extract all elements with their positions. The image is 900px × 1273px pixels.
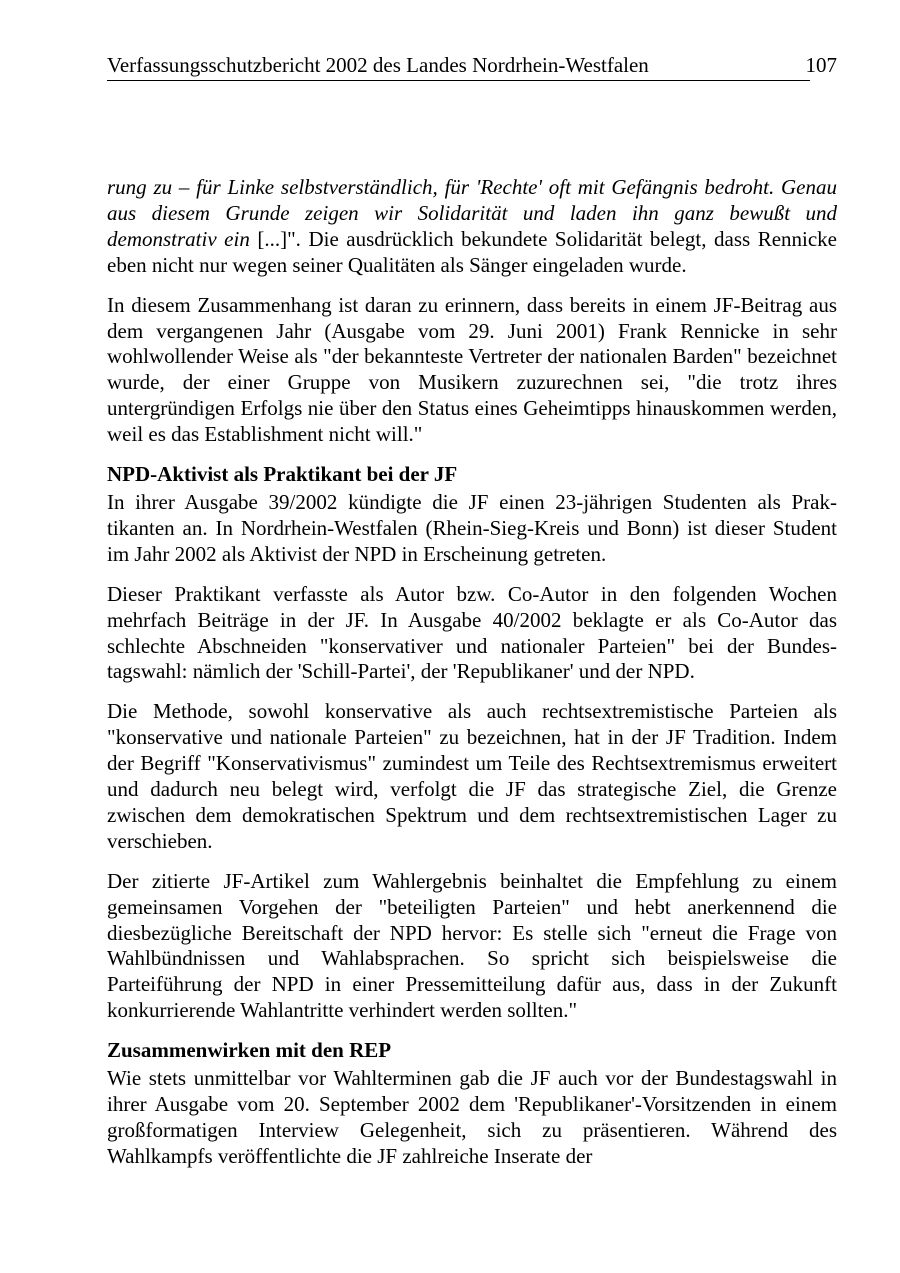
paragraph-1-quote: rung zu – für Linke selbstverständlich, für 'Rechte' oft mit Gefängnis bedroht. Genau aus diesem Grunde zeigen wir Solidarität und laden ihn ganz bewußt und demonstrativ ein [107, 175, 837, 251]
page-number: 107 [805, 53, 837, 77]
paragraph-1 [107, 175, 837, 279]
paragraph-3: In ihrer Ausgabe 39/2002 kündigte die JF einen 23-jährigen Studenten als Praktikanten an. In Nordrhein-Westfalen (Rhein-Sieg-Kreis und Bonn) ist dieser Student im Jahr 2002 als Aktivist der NPD in Erscheinung getreten. [107, 489, 837, 566]
document-body [107, 175, 837, 1184]
running-title: Verfassungsschutzbericht 2002 des Landes Nordrhein-Westfalen [107, 53, 649, 77]
paragraph-5: Die Methode, sowohl konservative als auch rechtsextremistische Parteien als "konservative und nationale Parteien" zu bezeichnen, hat in der JF Tradition. Indem der Begriff "Konservativismus" zumindest um Teile des Rechtsextremismus erweitert und dadurch neu belegt wird, verfolgt die JF das strategische Ziel, die Grenze zwischen dem demokratischen Spektrum und dem rechtsextremistischen Lager zu verschieben. [107, 699, 837, 853]
header-rule [107, 80, 810, 81]
section-heading-npd-aktivist: NPD-Aktivist als Praktikant bei der JF [107, 462, 458, 487]
page-header [107, 48, 837, 82]
section-heading-zusammenwirken: Zusammenwirken mit den REP [107, 1038, 392, 1063]
paragraph-1-text: [...]". Die ausdrücklich bekundete Solidarität belegt, dass Rennicke eben nicht nur wegen seiner Qualitäten als Sänger eingeladen wurde. [107, 226, 837, 277]
document-page [107, 48, 837, 1168]
paragraph-7: Wie stets unmittelbar vor Wahlterminen gab die JF auch vor der Bundestagswahl in ihrer Ausgabe vom 20. September 2002 dem 'Republikaner'-Vorsitzenden in einem großformatigen Interview Gelegenheit, sich zu präsentieren. Während des Wahlkampfs veröffentlichte die JF zahlreiche Inserate der [107, 1066, 837, 1168]
paragraph-4: Dieser Praktikant verfasste als Autor bzw. Co-Autor in den folgenden Wochen mehrfach Beiträge in der JF. In Ausgabe 40/2002 beklagte er als Co-Autor das schlechte Abschneiden "konservativer und nationaler Parteien" bei der Bundestagswahl: nämlich der 'Schill-Partei', der 'Republikaner' und der NPD. [107, 581, 837, 684]
paragraph-6: Der zitierte JF-Artikel zum Wahlergebnis beinhaltet die Empfehlung zu einem gemeinsamen Vorgehen der "beteiligten Parteien" und hebt anerkennend die diesbezügliche Bereitschaft der NPD hervor: Es stelle sich "erneut die Frage von Wahlbündnissen und Wahlabsprachen. So spricht sich beispielsweise die Parteiführung der NPD in einer Pressemitteilung dafür aus, dass in der Zukunft konkurrierende Wahlantritte verhindert werden sollten." [107, 868, 837, 1023]
paragraph-2: In diesem Zusammenhang ist daran zu erinnern, dass bereits in einem JF-Beitrag aus dem vergangenen Jahr (Ausgabe vom 29. Juni 2001) Frank Rennicke in sehr wohlwollender Weise als "der bekannteste Vertreter der nationalen Barden" bezeichnet wurde, der einer Gruppe von Musikern zuzurechnen sei, "die trotz ihres untergründigen Erfolgs nie über den Status eines Geheimtipps hinauskommen werden, weil es das Establishment nicht will." [107, 292, 837, 447]
